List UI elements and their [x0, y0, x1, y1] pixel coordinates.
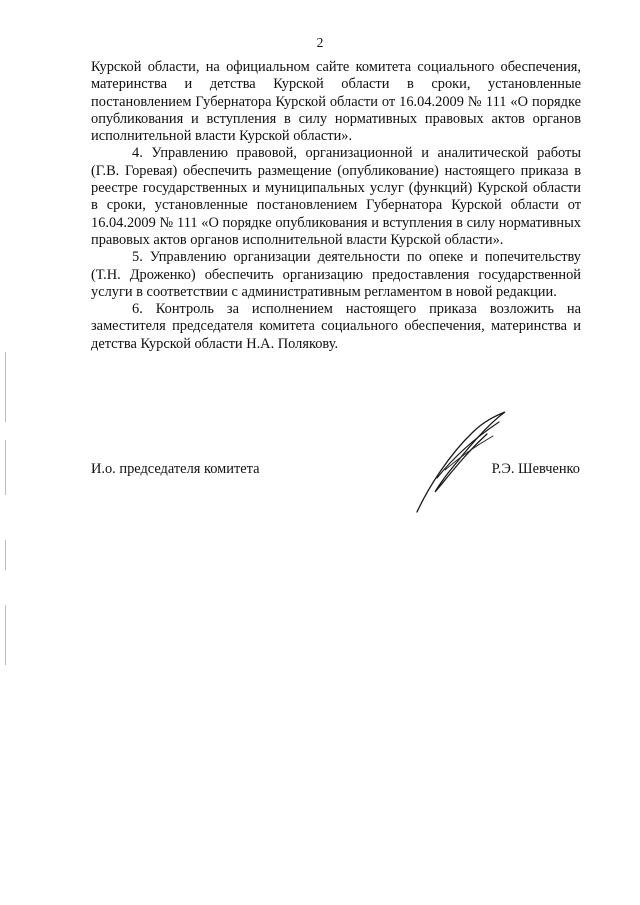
scan-margin-mark — [5, 352, 6, 422]
signer-name: Р.Э. Шевченко — [491, 461, 580, 477]
paragraph-item-4: 4. Управлению правовой, организационной и аналитической работы (Г.В. Горевая) обеспечить размещение (опубликование) настоящего приказа в реестре государственных и муниципальных услуг (функций) Курской области в сроки, установленные постановлением Губернатора Курской области от 16.04.2009 № 111 «О порядке опубликования и вступления в силу нормативных правовых актов органов исполнительной власти Курской области». — [91, 145, 581, 248]
signer-title: И.о. председателя комитета — [91, 461, 260, 477]
paragraph-continuation: Курской области, на официальном сайте комитета социального обеспечения, материнства и детства Курской области в сроки, установленные постановлением Губернатора Курской области от 16.04.2009 № 111 «О порядке опубликования и вступления в силу нормативных правовых актов органов исполнительной власти Курской области». — [91, 59, 581, 145]
page-number: 2 — [316, 35, 324, 50]
scan-margin-mark — [5, 605, 6, 665]
paragraph-item-5: 5. Управлению организации деятельности по опеке и попечительству (Т.Н. Дроженко) обеспечить организацию предоставления государственной услуги в соответствии с административным регламентом в новой редакции. — [91, 249, 581, 300]
scan-margin-mark — [5, 440, 6, 495]
paragraph-item-6: 6. Контроль за исполнением настоящего приказа возложить на заместителя председателя комитета социального обеспечения, материнства и детства Курской области Н.А. Полякову. — [91, 301, 581, 352]
scan-margin-mark — [5, 540, 6, 570]
document-body — [91, 59, 581, 353]
